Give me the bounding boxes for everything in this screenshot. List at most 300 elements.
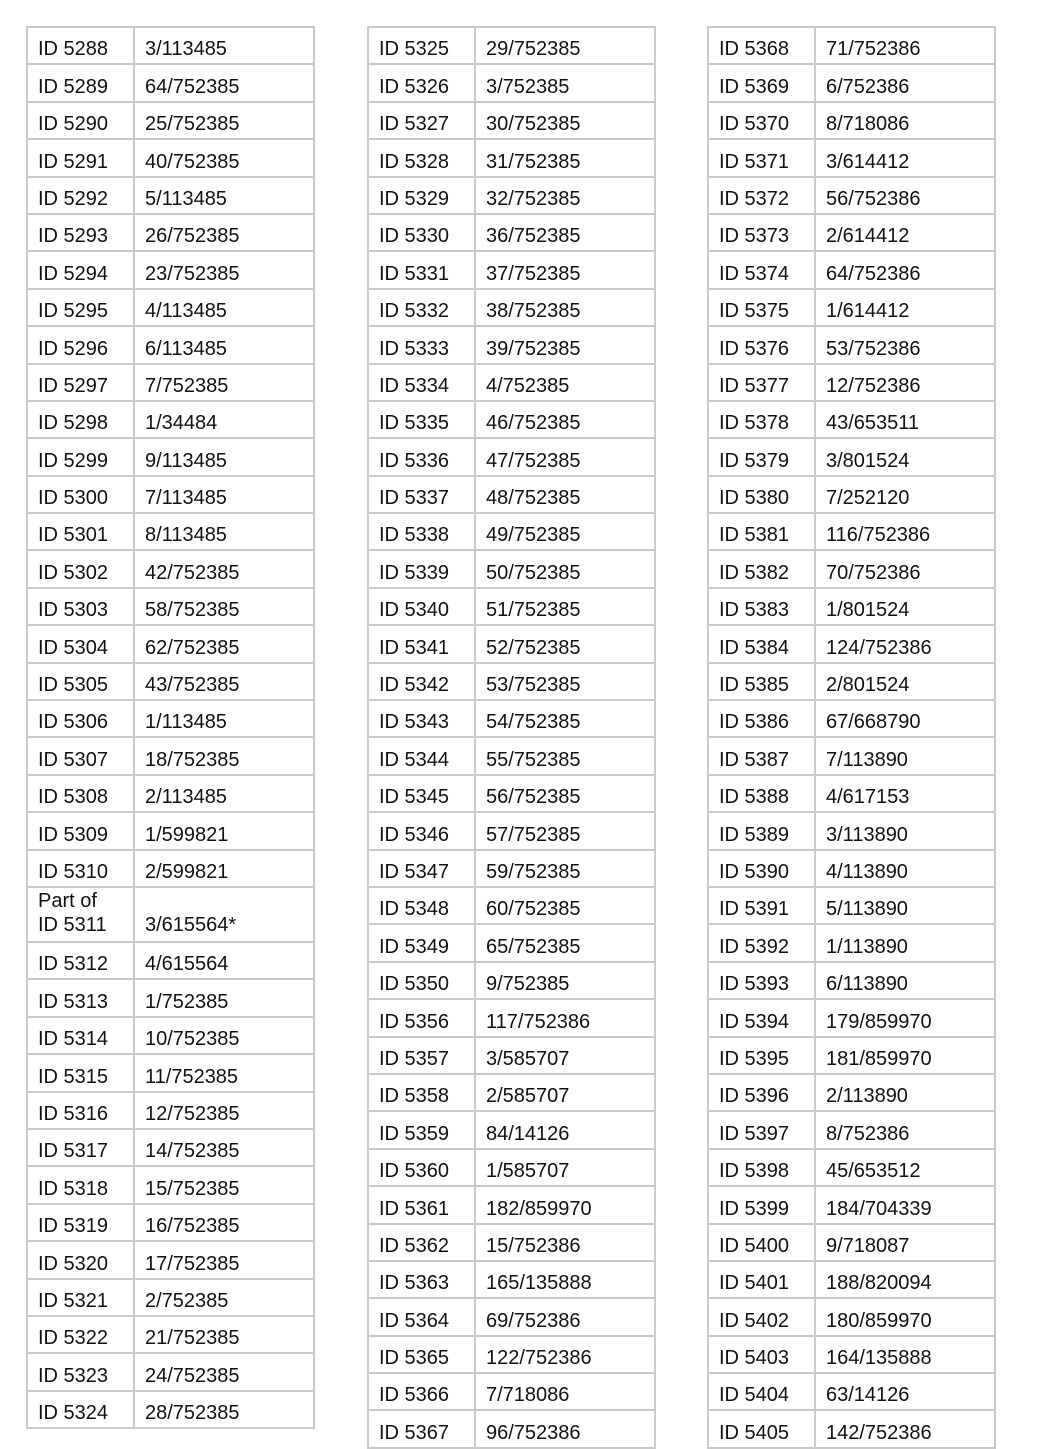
value-cell: 1/614412 xyxy=(815,289,995,326)
id-cell: ID 5362 xyxy=(368,1224,475,1261)
value-cell: 4/617153 xyxy=(815,775,995,812)
value-cell: 1/752385 xyxy=(134,979,314,1016)
id-cell: ID 5318 xyxy=(27,1166,134,1203)
value-cell: 49/752385 xyxy=(475,513,655,550)
value-cell: 4/113485 xyxy=(134,289,314,326)
value-cell: 142/752386 xyxy=(815,1410,995,1447)
table-row xyxy=(708,1224,995,1261)
table-row xyxy=(368,1224,655,1261)
table-row xyxy=(708,663,995,700)
id-cell: ID 5397 xyxy=(708,1111,815,1148)
id-cell: ID 5401 xyxy=(708,1261,815,1298)
table-row xyxy=(708,737,995,774)
id-cell: ID 5340 xyxy=(368,588,475,625)
table-row xyxy=(27,513,314,550)
id-cell: ID 5321 xyxy=(27,1279,134,1316)
value-cell: 45/653512 xyxy=(815,1149,995,1186)
table-row xyxy=(368,850,655,887)
table-row xyxy=(708,476,995,513)
table-row xyxy=(27,177,314,214)
id-cell: ID 5307 xyxy=(27,737,134,774)
table-row xyxy=(708,251,995,288)
id-cell: ID 5328 xyxy=(368,139,475,176)
id-cell: ID 5356 xyxy=(368,999,475,1036)
value-cell: 6/113485 xyxy=(134,326,314,363)
value-cell: 14/752385 xyxy=(134,1129,314,1166)
id-cell: ID 5292 xyxy=(27,177,134,214)
table-row xyxy=(368,251,655,288)
value-cell: 71/752386 xyxy=(815,27,995,64)
value-cell: 180/859970 xyxy=(815,1298,995,1335)
id-cell: ID 5347 xyxy=(368,850,475,887)
value-cell: 15/752385 xyxy=(134,1166,314,1203)
value-cell: 29/752385 xyxy=(475,27,655,64)
id-cell: ID 5360 xyxy=(368,1149,475,1186)
value-cell: 2/752385 xyxy=(134,1279,314,1316)
value-cell: 17/752385 xyxy=(134,1241,314,1278)
id-cell: ID 5395 xyxy=(708,1037,815,1074)
id-cell: ID 5326 xyxy=(368,64,475,101)
table-row xyxy=(708,364,995,401)
id-cell: ID 5363 xyxy=(368,1261,475,1298)
id-cell: ID 5327 xyxy=(368,102,475,139)
table-row xyxy=(368,214,655,251)
table-row xyxy=(27,588,314,625)
id-cell: ID 5393 xyxy=(708,962,815,999)
id-cell: ID 5314 xyxy=(27,1017,134,1054)
table-row xyxy=(708,1186,995,1223)
value-cell: 3/614412 xyxy=(815,139,995,176)
id-cell: ID 5337 xyxy=(368,476,475,513)
id-cell: Part of ID 5311 xyxy=(27,887,134,942)
id-cell: ID 5385 xyxy=(708,663,815,700)
table-row xyxy=(708,513,995,550)
id-cell: ID 5359 xyxy=(368,1111,475,1148)
value-cell: 1/113890 xyxy=(815,924,995,961)
table-row xyxy=(708,214,995,251)
table-row xyxy=(368,962,655,999)
value-cell: 21/752385 xyxy=(134,1316,314,1353)
value-cell: 47/752385 xyxy=(475,438,655,475)
id-cell: ID 5299 xyxy=(27,438,134,475)
table-row xyxy=(368,64,655,101)
value-cell: 12/752385 xyxy=(134,1092,314,1129)
value-cell: 1/585707 xyxy=(475,1149,655,1186)
table-row xyxy=(27,1391,314,1428)
value-cell: 60/752385 xyxy=(475,887,655,924)
table-row xyxy=(27,1279,314,1316)
id-cell: ID 5400 xyxy=(708,1224,815,1261)
value-cell: 69/752386 xyxy=(475,1298,655,1335)
table-row xyxy=(708,775,995,812)
table-row xyxy=(27,1353,314,1390)
table-row xyxy=(27,1092,314,1129)
id-cell: ID 5310 xyxy=(27,850,134,887)
value-cell: 36/752385 xyxy=(475,214,655,251)
value-cell: 26/752385 xyxy=(134,214,314,251)
value-cell: 7/752385 xyxy=(134,364,314,401)
table-row xyxy=(708,588,995,625)
table-row xyxy=(368,1336,655,1373)
table-row xyxy=(27,663,314,700)
value-cell: 2/599821 xyxy=(134,850,314,887)
id-cell: ID 5357 xyxy=(368,1037,475,1074)
id-cell: ID 5291 xyxy=(27,139,134,176)
table-row xyxy=(368,476,655,513)
value-cell: 3/113485 xyxy=(134,27,314,64)
value-cell: 16/752385 xyxy=(134,1204,314,1241)
table-row xyxy=(27,438,314,475)
value-cell: 2/585707 xyxy=(475,1074,655,1111)
table-row xyxy=(708,139,995,176)
table-row xyxy=(368,924,655,961)
value-cell: 1/113485 xyxy=(134,700,314,737)
id-cell: ID 5358 xyxy=(368,1074,475,1111)
value-cell: 67/668790 xyxy=(815,700,995,737)
value-cell: 188/820094 xyxy=(815,1261,995,1298)
table-row xyxy=(368,1074,655,1111)
value-cell: 56/752385 xyxy=(475,775,655,812)
table-row xyxy=(368,513,655,550)
table-row xyxy=(27,139,314,176)
id-cell: ID 5290 xyxy=(27,102,134,139)
value-cell: 1/34484 xyxy=(134,401,314,438)
table-row xyxy=(708,1074,995,1111)
table-row xyxy=(708,1111,995,1148)
table-row xyxy=(708,962,995,999)
id-cell: ID 5288 xyxy=(27,27,134,64)
table-row xyxy=(368,1186,655,1223)
table-row xyxy=(708,438,995,475)
id-cell: ID 5398 xyxy=(708,1149,815,1186)
value-cell: 56/752386 xyxy=(815,177,995,214)
table-row xyxy=(708,326,995,363)
id-cell: ID 5387 xyxy=(708,737,815,774)
table-row xyxy=(368,1373,655,1410)
id-cell: ID 5289 xyxy=(27,64,134,101)
value-cell: 7/113890 xyxy=(815,737,995,774)
value-cell: 32/752385 xyxy=(475,177,655,214)
id-cell: ID 5313 xyxy=(27,979,134,1016)
value-cell: 1/599821 xyxy=(134,812,314,849)
id-cell: ID 5295 xyxy=(27,289,134,326)
value-cell: 3/113890 xyxy=(815,812,995,849)
table-row xyxy=(368,438,655,475)
value-cell: 182/859970 xyxy=(475,1186,655,1223)
id-cell: ID 5371 xyxy=(708,139,815,176)
id-cell: ID 5388 xyxy=(708,775,815,812)
value-cell: 51/752385 xyxy=(475,588,655,625)
id-cell: ID 5404 xyxy=(708,1373,815,1410)
id-cell: ID 5405 xyxy=(708,1410,815,1447)
value-cell: 37/752385 xyxy=(475,251,655,288)
table-row xyxy=(708,700,995,737)
table-row xyxy=(708,1261,995,1298)
table-row xyxy=(708,1336,995,1373)
value-cell: 52/752385 xyxy=(475,625,655,662)
id-cell: ID 5383 xyxy=(708,588,815,625)
table-row xyxy=(368,1111,655,1148)
id-cell: ID 5348 xyxy=(368,887,475,924)
table-row xyxy=(708,887,995,924)
value-cell: 4/752385 xyxy=(475,364,655,401)
value-cell: 8/752386 xyxy=(815,1111,995,1148)
table-row xyxy=(27,700,314,737)
value-cell: 2/801524 xyxy=(815,663,995,700)
value-cell: 38/752385 xyxy=(475,289,655,326)
id-cell: ID 5366 xyxy=(368,1373,475,1410)
id-cell: ID 5367 xyxy=(368,1410,475,1447)
value-cell: 54/752385 xyxy=(475,700,655,737)
id-cell: ID 5296 xyxy=(27,326,134,363)
id-cell: ID 5303 xyxy=(27,588,134,625)
value-cell: 10/752385 xyxy=(134,1017,314,1054)
id-cell: ID 5332 xyxy=(368,289,475,326)
table-row xyxy=(368,289,655,326)
value-cell: 3/615564* xyxy=(134,887,314,942)
value-cell: 59/752385 xyxy=(475,850,655,887)
value-cell: 164/135888 xyxy=(815,1336,995,1373)
value-cell: 8/113485 xyxy=(134,513,314,550)
value-cell: 4/615564 xyxy=(134,942,314,979)
id-cell: ID 5373 xyxy=(708,214,815,251)
table-row xyxy=(368,588,655,625)
table-row xyxy=(368,625,655,662)
value-cell: 18/752385 xyxy=(134,737,314,774)
table-row xyxy=(27,401,314,438)
table-row xyxy=(368,364,655,401)
id-cell: ID 5338 xyxy=(368,513,475,550)
id-cell: ID 5322 xyxy=(27,1316,134,1353)
id-cell: ID 5384 xyxy=(708,625,815,662)
value-cell: 84/14126 xyxy=(475,1111,655,1148)
id-cell: ID 5305 xyxy=(27,663,134,700)
value-cell: 179/859970 xyxy=(815,999,995,1036)
value-cell: 184/704339 xyxy=(815,1186,995,1223)
value-cell: 9/113485 xyxy=(134,438,314,475)
value-cell: 11/752385 xyxy=(134,1054,314,1091)
id-cell: ID 5312 xyxy=(27,942,134,979)
value-cell: 64/752386 xyxy=(815,251,995,288)
value-cell: 57/752385 xyxy=(475,812,655,849)
value-cell: 63/14126 xyxy=(815,1373,995,1410)
table-row xyxy=(708,812,995,849)
table-row xyxy=(368,326,655,363)
id-cell: ID 5378 xyxy=(708,401,815,438)
table-row xyxy=(368,139,655,176)
id-cell: ID 5297 xyxy=(27,364,134,401)
table-row xyxy=(27,812,314,849)
id-cell: ID 5323 xyxy=(27,1353,134,1390)
id-cell: ID 5399 xyxy=(708,1186,815,1223)
id-cell: ID 5386 xyxy=(708,700,815,737)
table-row xyxy=(708,401,995,438)
value-cell: 3/585707 xyxy=(475,1037,655,1074)
id-cell: ID 5301 xyxy=(27,513,134,550)
value-cell: 124/752386 xyxy=(815,625,995,662)
id-cell: ID 5336 xyxy=(368,438,475,475)
value-cell: 46/752385 xyxy=(475,401,655,438)
table-row xyxy=(708,177,995,214)
value-cell: 30/752385 xyxy=(475,102,655,139)
id-cell: ID 5379 xyxy=(708,438,815,475)
value-cell: 181/859970 xyxy=(815,1037,995,1074)
value-cell: 53/752385 xyxy=(475,663,655,700)
value-cell: 7/252120 xyxy=(815,476,995,513)
table-row xyxy=(27,64,314,101)
value-cell: 23/752385 xyxy=(134,251,314,288)
table-row xyxy=(708,1037,995,1074)
table-row xyxy=(368,102,655,139)
id-cell: ID 5293 xyxy=(27,214,134,251)
table-row xyxy=(708,850,995,887)
value-cell: 15/752386 xyxy=(475,1224,655,1261)
table-row xyxy=(368,812,655,849)
id-cell: ID 5375 xyxy=(708,289,815,326)
table-row xyxy=(368,1298,655,1335)
id-cell: ID 5324 xyxy=(27,1391,134,1428)
value-cell: 62/752385 xyxy=(134,625,314,662)
table-row xyxy=(368,775,655,812)
value-cell: 5/113485 xyxy=(134,177,314,214)
table-row xyxy=(708,1149,995,1186)
id-cell: ID 5319 xyxy=(27,1204,134,1241)
id-cell: ID 5380 xyxy=(708,476,815,513)
table-row xyxy=(708,924,995,961)
table-row xyxy=(27,1017,314,1054)
id-cell: ID 5306 xyxy=(27,700,134,737)
table-row xyxy=(27,214,314,251)
table-row xyxy=(27,476,314,513)
table-row xyxy=(708,289,995,326)
id-cell: ID 5309 xyxy=(27,812,134,849)
table-row xyxy=(27,887,314,942)
value-cell: 7/718086 xyxy=(475,1373,655,1410)
value-cell: 4/113890 xyxy=(815,850,995,887)
id-table-column-1 xyxy=(26,26,315,1429)
id-cell: ID 5392 xyxy=(708,924,815,961)
id-cell: ID 5350 xyxy=(368,962,475,999)
id-cell: ID 5365 xyxy=(368,1336,475,1373)
id-cell: ID 5308 xyxy=(27,775,134,812)
id-cell: ID 5349 xyxy=(368,924,475,961)
id-cell: ID 5344 xyxy=(368,737,475,774)
value-cell: 43/752385 xyxy=(134,663,314,700)
value-cell: 42/752385 xyxy=(134,550,314,587)
table-row xyxy=(708,102,995,139)
value-cell: 55/752385 xyxy=(475,737,655,774)
table-row xyxy=(368,177,655,214)
table-row xyxy=(27,737,314,774)
value-cell: 48/752385 xyxy=(475,476,655,513)
id-cell: ID 5331 xyxy=(368,251,475,288)
value-cell: 3/801524 xyxy=(815,438,995,475)
table-row xyxy=(27,1241,314,1278)
id-cell: ID 5390 xyxy=(708,850,815,887)
table-row xyxy=(708,1373,995,1410)
table-row xyxy=(27,1054,314,1091)
table-row xyxy=(368,401,655,438)
table-row xyxy=(27,102,314,139)
table-row xyxy=(27,1129,314,1166)
id-table-column-2 xyxy=(367,26,656,1449)
table-row xyxy=(27,850,314,887)
id-cell: ID 5316 xyxy=(27,1092,134,1129)
id-cell: ID 5345 xyxy=(368,775,475,812)
id-cell: ID 5334 xyxy=(368,364,475,401)
value-cell: 165/135888 xyxy=(475,1261,655,1298)
table-row xyxy=(368,27,655,64)
id-cell: ID 5335 xyxy=(368,401,475,438)
id-cell: ID 5294 xyxy=(27,251,134,288)
id-cell: ID 5394 xyxy=(708,999,815,1036)
table-row xyxy=(27,979,314,1016)
id-table-column-3 xyxy=(707,26,996,1449)
value-cell: 39/752385 xyxy=(475,326,655,363)
value-cell: 24/752385 xyxy=(134,1353,314,1390)
value-cell: 3/752385 xyxy=(475,64,655,101)
table-row xyxy=(368,550,655,587)
id-cell: ID 5368 xyxy=(708,27,815,64)
id-cell: ID 5343 xyxy=(368,700,475,737)
table-row xyxy=(27,251,314,288)
value-cell: 64/752385 xyxy=(134,64,314,101)
value-cell: 31/752385 xyxy=(475,139,655,176)
value-cell: 116/752386 xyxy=(815,513,995,550)
value-cell: 117/752386 xyxy=(475,999,655,1036)
id-cell: ID 5320 xyxy=(27,1241,134,1278)
id-cell: ID 5330 xyxy=(368,214,475,251)
id-cell: ID 5341 xyxy=(368,625,475,662)
id-cell: ID 5298 xyxy=(27,401,134,438)
id-cell: ID 5333 xyxy=(368,326,475,363)
id-cell: ID 5304 xyxy=(27,625,134,662)
id-cell: ID 5364 xyxy=(368,1298,475,1335)
value-cell: 40/752385 xyxy=(134,139,314,176)
table-row xyxy=(27,550,314,587)
value-cell: 70/752386 xyxy=(815,550,995,587)
table-row xyxy=(368,663,655,700)
value-cell: 25/752385 xyxy=(134,102,314,139)
table-row xyxy=(708,999,995,1036)
id-cell: ID 5300 xyxy=(27,476,134,513)
id-cell: ID 5381 xyxy=(708,513,815,550)
table-row xyxy=(708,625,995,662)
value-cell: 7/113485 xyxy=(134,476,314,513)
value-cell: 50/752385 xyxy=(475,550,655,587)
id-cell: ID 5382 xyxy=(708,550,815,587)
table-row xyxy=(708,1410,995,1447)
table-row xyxy=(368,700,655,737)
value-cell: 9/718087 xyxy=(815,1224,995,1261)
id-cell: ID 5325 xyxy=(368,27,475,64)
id-cell: ID 5396 xyxy=(708,1074,815,1111)
value-cell: 2/113890 xyxy=(815,1074,995,1111)
value-cell: 8/718086 xyxy=(815,102,995,139)
id-cell: ID 5391 xyxy=(708,887,815,924)
id-cell: ID 5329 xyxy=(368,177,475,214)
table-row xyxy=(27,1316,314,1353)
table-row xyxy=(27,625,314,662)
table-row xyxy=(368,1410,655,1447)
id-cell: ID 5361 xyxy=(368,1186,475,1223)
id-cell: ID 5342 xyxy=(368,663,475,700)
value-cell: 53/752386 xyxy=(815,326,995,363)
value-cell: 2/113485 xyxy=(134,775,314,812)
value-cell: 28/752385 xyxy=(134,1391,314,1428)
id-cell: ID 5302 xyxy=(27,550,134,587)
value-cell: 43/653511 xyxy=(815,401,995,438)
